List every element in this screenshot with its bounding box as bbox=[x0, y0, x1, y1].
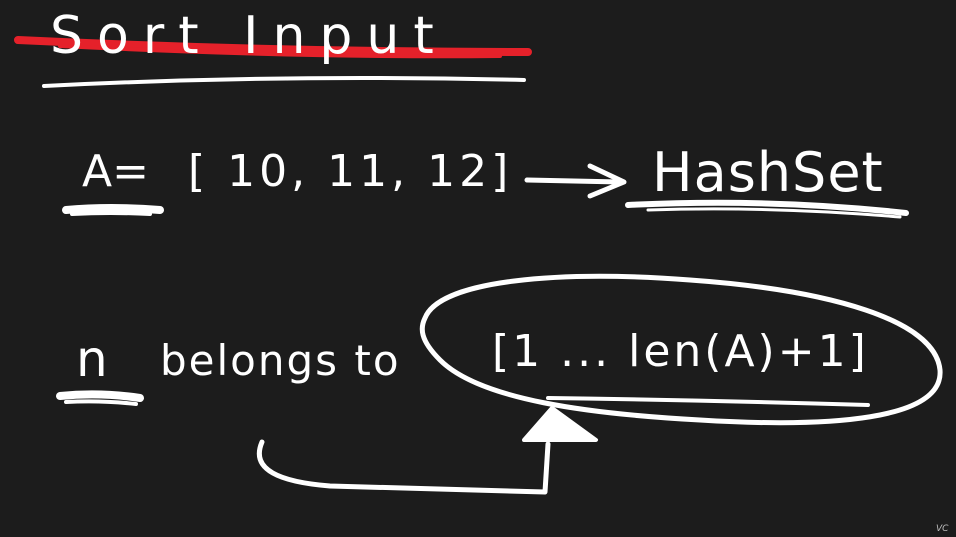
loop-arrow-head bbox=[524, 408, 596, 440]
array-label: A= bbox=[82, 146, 149, 197]
variable-n: n bbox=[76, 330, 108, 388]
loop-arrow-path bbox=[259, 442, 548, 492]
variable-a-underline-2 bbox=[72, 213, 150, 214]
hashset-underline bbox=[628, 203, 906, 213]
range-expression: [1 ... len(A)+1] bbox=[492, 326, 869, 377]
range-underline bbox=[548, 398, 868, 405]
crossed-out-heading: Sort Input bbox=[50, 6, 448, 66]
variable-a-underline bbox=[66, 208, 160, 210]
heading-underline bbox=[44, 78, 524, 86]
array-literal: [ 10, 11, 12] bbox=[188, 146, 513, 197]
variable-n-underline bbox=[60, 394, 140, 398]
variable-n-underline-2 bbox=[66, 401, 136, 404]
corner-mark: VC bbox=[936, 524, 949, 534]
arrow-shaft bbox=[527, 180, 620, 182]
relation-text: belongs to bbox=[160, 336, 401, 385]
target-structure: HashSet bbox=[652, 141, 884, 204]
